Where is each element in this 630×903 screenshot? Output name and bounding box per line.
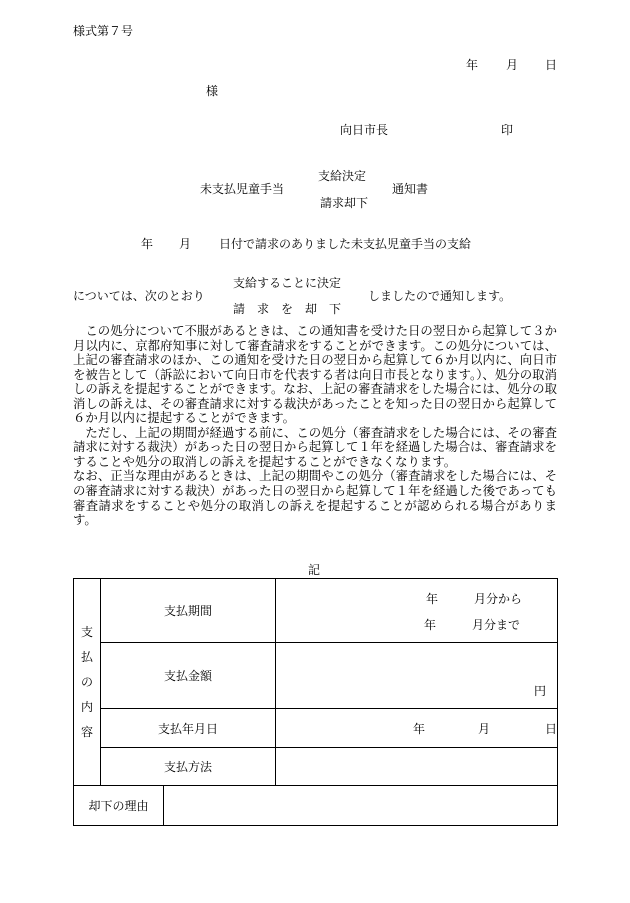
period-from-year: 年 xyxy=(426,592,439,606)
seal-mark: 印 xyxy=(501,123,514,137)
intro-month-label: 月 xyxy=(179,237,192,251)
title-option-reject: 請求却下 xyxy=(320,196,369,210)
appeal-paragraph: ただし、上記の期間が経過する前に、この処分（審査請求をした場合には、その審査請求に対する裁決）があった日の翌日から起算して１年を経過した場合は、審査請求をすることや処分の取消しの訴えを提起することができなくなります。 xyxy=(73,424,557,469)
intro-text: 日付で請求のありました未支払児童手当の支給 xyxy=(219,237,472,251)
decision-option-reject: 請 求 を 却 下 xyxy=(233,302,342,316)
payment-date-field[interactable] xyxy=(276,709,558,748)
decision-lead: については、次のとおり xyxy=(73,289,205,303)
payment-details-table xyxy=(73,578,558,826)
record-heading: 記 xyxy=(308,563,321,577)
date-year-label: 年 xyxy=(466,58,479,72)
payment-period-label: 支払期間 xyxy=(101,579,276,643)
form-number: 様式第７号 xyxy=(73,24,134,38)
appeal-paragraph: この処分について不服があるときは、この通知書を受けた日の翌日から起算して３か月以内に、京都府知事に対して審査請求をすることができます。この処分については、上記の審査請求のほか、この通知を受けた日の翌日から起算して６か月以内に、向日市を被告として（訴訟において向日市を代表する者は向日市長となります。）、処分の取消しの訴えを提起することができます。なお、上記の審査請求をした場合には、処分の取消しの訴えは、その審査請求に対する裁決があったことを知った日の翌日から起算して６か月以内に提起することができます。 xyxy=(73,323,557,426)
date-month-label: 月 xyxy=(506,58,519,72)
rejection-reason-label: 却下の理由 xyxy=(74,786,164,826)
decision-option-grant: 支給することに決定 xyxy=(233,276,342,290)
period-from-month: 月分から xyxy=(474,592,523,606)
amount-unit: 円 xyxy=(534,684,547,698)
period-to-year: 年 xyxy=(424,618,437,632)
payment-contents-group-label: 支 払 の 内 容 xyxy=(74,579,101,786)
payment-date-label: 支払年月日 xyxy=(101,709,276,748)
period-to-month: 月分まで xyxy=(472,618,521,632)
payment-date-day: 日 xyxy=(545,722,558,736)
payment-amount-field[interactable] xyxy=(276,643,558,709)
issuer-name: 向日市長 xyxy=(340,123,389,137)
title-suffix: 通知書 xyxy=(392,182,429,196)
addressee-suffix: 様 xyxy=(206,84,219,98)
payment-method-field[interactable] xyxy=(276,748,558,786)
appeal-notice xyxy=(73,324,557,528)
decision-tail: しましたので通知します。 xyxy=(368,289,512,303)
appeal-paragraph: なお、正当な理由があるときは、上記の期間やこの処分（審査請求をした場合には、その審査請求に対する裁決）があった日の翌日から起算して１年を経過した後であっても審査請求をすることや処分の取消しの訴えを提起することが認められる場合があります。 xyxy=(73,468,557,528)
payment-date-year: 年 xyxy=(413,722,426,736)
payment-date-month: 月 xyxy=(478,722,491,736)
date-day-label: 日 xyxy=(545,58,558,72)
title-prefix: 未支払児童手当 xyxy=(200,182,285,196)
intro-year-label: 年 xyxy=(141,237,154,251)
payment-period-field[interactable] xyxy=(276,579,558,643)
payment-amount-label: 支払金額 xyxy=(101,643,276,709)
rejection-reason-field[interactable] xyxy=(164,786,558,826)
title-option-grant: 支給決定 xyxy=(318,169,367,183)
payment-method-label: 支払方法 xyxy=(101,748,276,786)
